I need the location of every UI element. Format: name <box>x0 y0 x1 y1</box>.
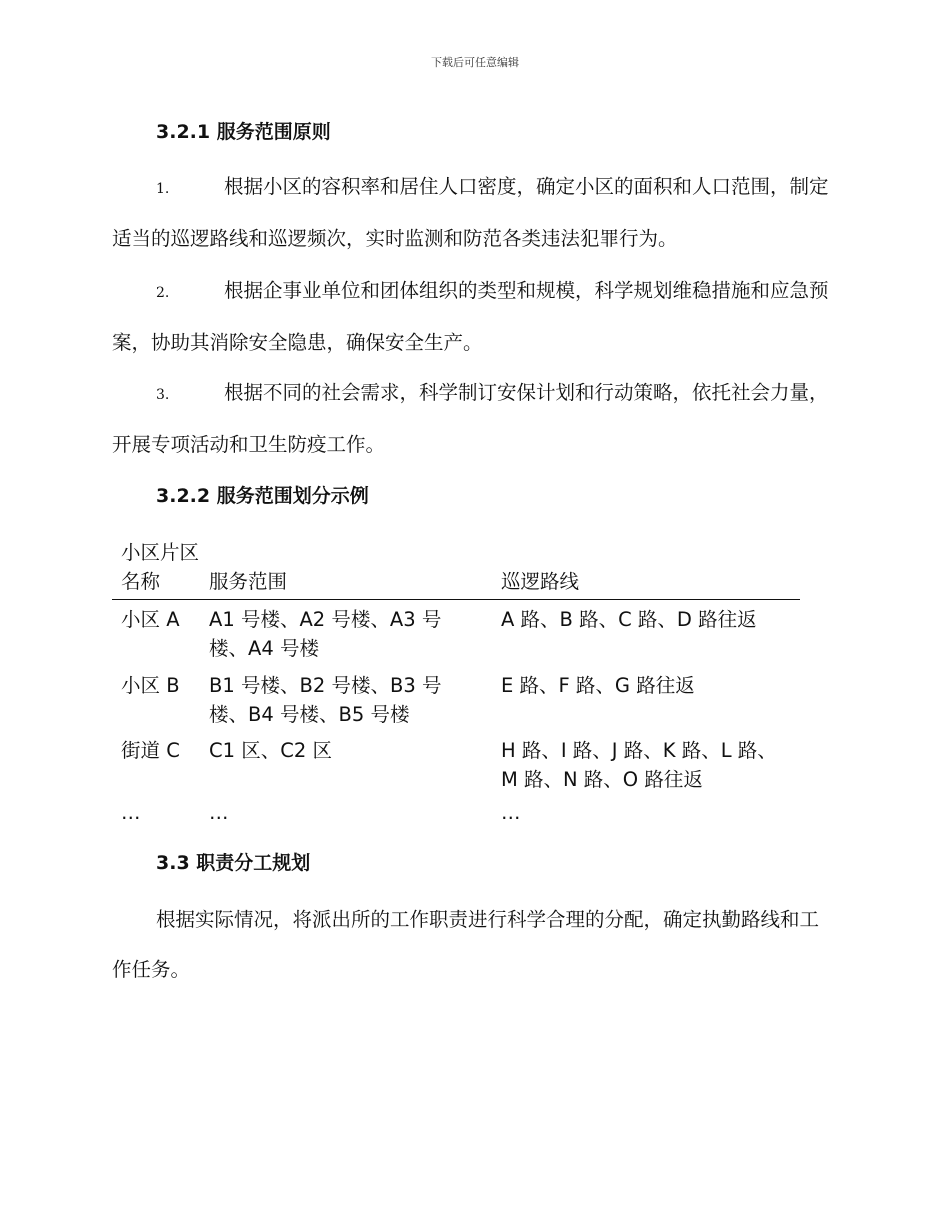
table-cell: C1 区、C2 区 <box>209 739 332 762</box>
table-cell: 街道 C <box>121 739 180 762</box>
paragraph-1 <box>112 162 837 264</box>
paragraph-1-text: 根据小区的容积率和居住人口密度，确定小区的面积和人口范围，制定适当的巡逻路线和巡逻频次，实时监测和防范各类违法犯罪行为。 <box>112 175 829 250</box>
list-number-3: 3. <box>156 387 170 403</box>
list-number-1: 1. <box>156 181 170 197</box>
paragraph-3 <box>112 368 837 470</box>
paragraph-2-text: 根据企事业单位和团体组织的类型和规模，科学规划维稳措施和应急预案，协助其消除安全隐患，确保安全生产。 <box>112 279 829 354</box>
table-cell: B1 号楼、B2 号楼、B3 号楼、B4 号楼、B5 号楼 <box>209 674 442 726</box>
page-header: 下载后可任意编辑 <box>431 56 519 69</box>
table-cell: … <box>501 801 521 824</box>
table-header-cell: 巡逻路线 <box>501 570 580 593</box>
table-cell: … <box>121 801 141 824</box>
paragraph-4: 根据实际情况，将派出所的工作职责进行科学合理的分配，确定执勤路线和工作任务。 <box>112 908 820 981</box>
section-title-3-3: 3.3 职责分工规划 <box>156 852 311 874</box>
table-cell: H 路、I 路、J 路、K 路、L 路、M 路、N 路、O 路往返 <box>501 739 777 791</box>
table-cell: … <box>209 801 229 824</box>
table-cell: A1 号楼、A2 号楼、A3 号楼、A4 号楼 <box>209 608 442 660</box>
table-cell: A 路、B 路、C 路、D 路往返 <box>501 608 757 631</box>
table-cell: 小区 A <box>121 608 180 631</box>
section-title-3-2-2: 3.2.2 服务范围划分示例 <box>156 485 369 507</box>
table-cell: E 路、F 路、G 路往返 <box>501 674 695 697</box>
table-header-cell: 小区片区名称 <box>121 541 200 593</box>
table-header-cell: 服务范围 <box>209 570 288 593</box>
paragraph-2 <box>112 266 837 368</box>
paragraph-3-text: 根据不同的社会需求，科学制订安保计划和行动策略，依托社会力量，开展专项活动和卫生防疫工作。 <box>112 381 829 456</box>
list-number-2: 2. <box>156 285 170 301</box>
table-header-rule <box>112 599 800 600</box>
table-cell: 小区 B <box>121 674 180 697</box>
section-title-3-2-1: 3.2.1 服务范围原则 <box>156 121 331 143</box>
